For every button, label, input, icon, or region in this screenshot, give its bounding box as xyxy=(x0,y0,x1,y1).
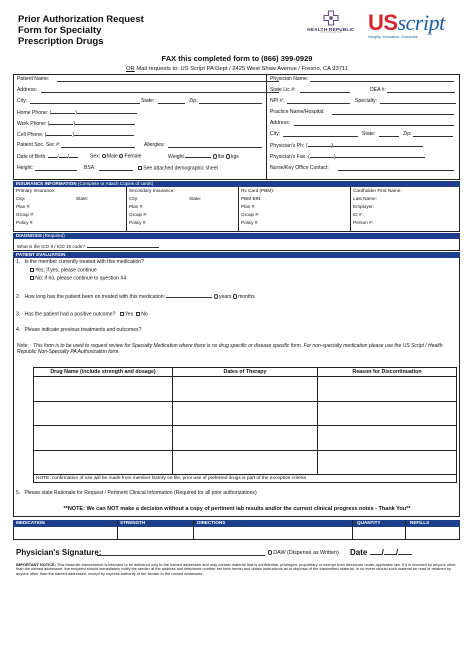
reason-cell[interactable] xyxy=(318,377,457,402)
insurance-col1-field-4[interactable]: Policy #: xyxy=(16,220,34,225)
dates-cell[interactable] xyxy=(173,377,318,402)
title-line-2: Form for Specialty xyxy=(18,25,102,36)
signature-label: Physician's Signature: xyxy=(16,548,102,557)
table-row xyxy=(34,426,457,451)
insurance-col3-field-4[interactable]: Policy #: xyxy=(241,220,259,225)
home-phone-field[interactable]: Home Phone: ( ) xyxy=(17,110,137,117)
important-notice: IMPORTANT NOTICE: This facsimile transmission is intended to be delivered only to the named addressee and may contain material that is confidential, privileged, proprietary or exempt from disclosure under applicable law. If it is received by anyone other than the named addressee, the recipient should immediately notify the sender at the address and telephone number set forth herein and obtain instructions as to disposal of the transmitted material. In no event should such material be read or retained by anyone other than the named addressee, except by express authority of the sender to the named addressee. xyxy=(16,562,456,576)
months-radio[interactable] xyxy=(233,294,237,298)
drug-cell[interactable] xyxy=(34,426,173,451)
physician-address-field[interactable]: Address: xyxy=(270,121,290,127)
strength-label: STRENGTH xyxy=(120,520,146,525)
insurance-col3-field-1[interactable]: PBM BIN: xyxy=(241,196,262,201)
signature-line[interactable] xyxy=(97,555,265,556)
dea-field[interactable]: DEA #: xyxy=(370,88,386,94)
mail-instruction xyxy=(0,66,474,73)
q1-yes-checkbox[interactable] xyxy=(30,268,34,272)
insurance-col4-field-0[interactable]: Cardholder First Name: xyxy=(353,188,402,193)
insurance-col3-field-0[interactable]: Rx Card (PBM): xyxy=(241,188,275,193)
confirmation-note: NOTE: confirmation of use will be made from member history on file; prior use of preferred drugs is part of the exception criteria xyxy=(34,475,457,483)
work-phone-field[interactable]: Work Phone: ( ) xyxy=(17,121,135,128)
q1-no-checkbox[interactable] xyxy=(30,276,34,280)
drug-cell[interactable] xyxy=(34,450,173,475)
physician-phone-field[interactable]: Physician's Ph: ( ) xyxy=(270,143,423,150)
insurance-col1-field-0[interactable]: Primary Insurance: xyxy=(16,188,56,193)
physician-zip-field[interactable]: Zip: xyxy=(403,132,412,138)
dates-cell[interactable] xyxy=(173,401,318,426)
drug-name-header: Drug Name (include strength and dosage) xyxy=(34,368,173,377)
patient-address-field[interactable]: Address: xyxy=(17,88,37,94)
refills-label: REFILLS xyxy=(410,520,430,525)
insurance-col4-field-1[interactable]: Last Name: xyxy=(353,196,377,201)
daw-option: DAW (Dispense as Written) xyxy=(268,550,339,556)
allergies-field[interactable]: Allergies: xyxy=(144,143,165,149)
daw-radio[interactable] xyxy=(268,550,272,554)
insurance-col1-field-1[interactable]: City: xyxy=(16,196,26,201)
ins-divider-1 xyxy=(126,187,127,232)
reason-cell[interactable] xyxy=(318,450,457,475)
directions-label: DIRECTIONS xyxy=(197,520,226,525)
insurance-col3-field-3[interactable]: Group #: xyxy=(241,212,260,217)
dates-cell[interactable] xyxy=(173,450,318,475)
insurance-col4-field-3[interactable]: ID #: xyxy=(353,212,363,217)
diagnosis-band: DIAGNOSIS (Required) xyxy=(13,233,460,239)
insurance-col3-field-2[interactable]: Plan #: xyxy=(241,204,256,209)
insurance-col2-field-2[interactable]: Plan #: xyxy=(129,204,144,209)
usscript-us: US xyxy=(368,10,398,35)
insurance-col2-field-1[interactable]: City: xyxy=(129,196,139,201)
usscript-tagline: Integrity. Innovation. Outcomes. xyxy=(368,35,419,39)
drug-cell[interactable] xyxy=(34,377,173,402)
female-radio[interactable] xyxy=(119,154,123,158)
evaluation-band: PATIENT EVALUATION xyxy=(13,252,460,258)
health-republic-sub: INSURANCE xyxy=(319,31,343,35)
med-divider-1 xyxy=(117,520,118,540)
patient-zip-field[interactable]: Zip: xyxy=(189,99,198,105)
medication-band xyxy=(13,520,460,527)
question-2: 2. How long has the patient been on treated with this medication: years months xyxy=(16,294,255,300)
kgs-radio[interactable] xyxy=(226,154,230,158)
patient-city-field[interactable]: City: xyxy=(17,99,27,105)
lab-results-warning: **NOTE: We can NOT make a decision without a copy of pertinent lab results and/or the current clinical progress notes - Thank You** xyxy=(63,506,411,512)
drug-cell[interactable] xyxy=(34,401,173,426)
height-field[interactable]: Height: xyxy=(17,166,33,172)
note-paragraph: Note: This form is to be used to request review for Specialty Medication where there is no drug specific or disease specific form. For non-specialty medication please use the US Script / Health Republic Non-Specialty PA Authorization form. xyxy=(17,343,443,356)
mail-address: Mail requests to: US Script PA Dept / 2425 West Shaw Avenue / Fresno, CA 93711 xyxy=(134,66,348,72)
medication-label: MEDICATION xyxy=(16,520,45,525)
patient-ssn-field[interactable]: Patient Soc. Sec #: xyxy=(17,143,60,149)
physician-city-field[interactable]: City: xyxy=(270,132,280,138)
reason-discontinuation-header: Reason for Discontinuation xyxy=(318,368,457,377)
years-radio[interactable] xyxy=(214,294,218,298)
physician-name-field[interactable]: Physician Name: xyxy=(270,77,308,83)
q1-no-option: No; if no, please continue to question #4 xyxy=(30,276,126,283)
dates-therapy-header: Dates of Therapy xyxy=(173,368,318,377)
quantity-label: QUANTITY xyxy=(357,520,381,525)
table-row xyxy=(34,401,457,426)
med-divider-2 xyxy=(193,520,194,540)
health-republic-cross-icon xyxy=(323,10,339,26)
insurance-col1-field-2[interactable]: Plan #: xyxy=(16,204,31,209)
table-row xyxy=(34,377,457,402)
mail-or: OR xyxy=(126,66,135,72)
icd-code-field[interactable]: What is the ICD 9 / ICD 10 code? xyxy=(17,244,85,249)
q1-yes-option: Yes; if yes, please continue xyxy=(30,268,97,275)
reason-cell[interactable] xyxy=(318,426,457,451)
cell-phone-field[interactable]: Cell Phone: ( ) xyxy=(17,132,134,139)
drug-table xyxy=(33,367,457,483)
bsa-field[interactable]: BSA: xyxy=(84,166,96,172)
question-3: 3. Has the patient had a positive outcome? Yes No xyxy=(16,311,148,318)
physician-fax-field[interactable]: Physician's Fax: ( ) xyxy=(270,154,425,161)
question-1: 1. Is the member currently treated with this medication? xyxy=(16,259,144,265)
insurance-band: INSURANCE INFORMATION (Complete or Attach Copies of cards) xyxy=(13,181,460,187)
insurance-col2-field-4[interactable]: Policy #: xyxy=(129,220,147,225)
question-4: 4. Please indicate previous treatments and outcomes? xyxy=(16,327,142,333)
see-attached-field: See attached demographic sheet xyxy=(138,166,218,173)
insurance-col1-state-field[interactable]: State: xyxy=(76,196,89,201)
form-title xyxy=(18,14,144,47)
health-republic-name: HEALTH REPUBLIC xyxy=(307,27,355,32)
practice-name-field[interactable]: Practice Name/Hospital: xyxy=(270,110,325,116)
insurance-col2-field-3[interactable]: Group #: xyxy=(129,212,148,217)
usscript-logo xyxy=(368,12,460,39)
see-attached-checkbox[interactable] xyxy=(138,166,142,170)
male-radio[interactable] xyxy=(102,154,106,158)
ins-divider-2 xyxy=(238,187,239,232)
date-field[interactable]: Date / / xyxy=(350,548,412,557)
sex-field: Sex: Male Female xyxy=(90,153,142,160)
insurance-col4-field-4[interactable]: Person #: xyxy=(353,220,374,225)
lbs-radio[interactable] xyxy=(213,154,217,158)
usscript-script: script xyxy=(397,10,445,35)
npi-field[interactable]: NPI #: xyxy=(270,99,284,105)
dates-cell[interactable] xyxy=(173,426,318,451)
nurse-contact-field[interactable]: Nurse/Key Office Contact: xyxy=(270,166,329,172)
question-5: 5. Please state Rationale for Request / Pertinent Clinical Information (Required for all prior authorizations) xyxy=(16,490,257,496)
dob-field[interactable]: Date of Birth: / / xyxy=(17,154,78,161)
specialty-field[interactable]: Specialty: xyxy=(355,99,377,105)
health-republic-logo xyxy=(300,10,362,44)
patient-state-field[interactable]: State: xyxy=(141,99,154,105)
insurance-col1-field-3[interactable]: Group #: xyxy=(16,212,35,217)
med-divider-4 xyxy=(405,520,406,540)
fax-instruction: FAX this completed form to (866) 399-0929 xyxy=(161,54,313,63)
title-line-1: Prior Authorization Request xyxy=(18,14,144,25)
ins-divider-3 xyxy=(350,187,351,232)
state-lic-field[interactable]: State Lic #: xyxy=(270,88,295,94)
physician-state-field[interactable]: State: xyxy=(362,132,375,138)
med-divider-3 xyxy=(352,520,353,540)
reason-cell[interactable] xyxy=(318,401,457,426)
insurance-col2-field-0[interactable]: Secondary Insurance: xyxy=(129,188,175,193)
q3-yes-checkbox[interactable] xyxy=(120,312,124,316)
title-line-3: Prescription Drugs xyxy=(18,36,104,47)
insurance-col4-field-2[interactable]: Employer: xyxy=(353,204,375,209)
weight-field[interactable]: Weight lbs kgs xyxy=(168,154,239,160)
patient-name-field[interactable]: Patient Name: xyxy=(17,77,49,83)
insurance-col2-state-field[interactable]: State: xyxy=(189,196,202,201)
table-row xyxy=(34,450,457,475)
q3-no-checkbox[interactable] xyxy=(136,312,140,316)
q2-duration-input[interactable] xyxy=(166,294,212,298)
